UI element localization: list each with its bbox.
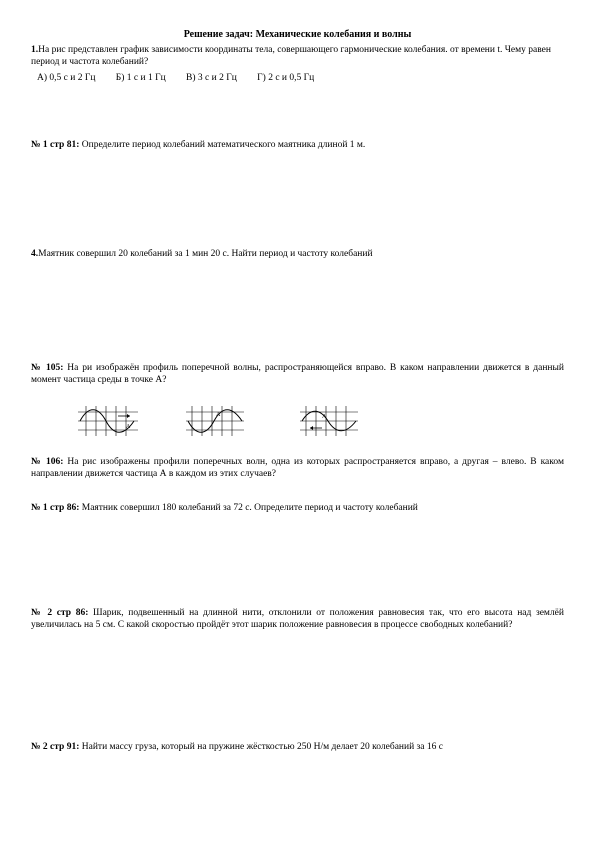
question-5 (31, 456, 564, 480)
option-a: А) 0,5 с и 2 Гц (37, 73, 96, 83)
question-6 (31, 502, 564, 514)
question-3-text: Маятник совершил 20 колебаний за 1 мин 20 с. Найти период и частоту колебаний (38, 249, 373, 259)
question-2 (31, 139, 564, 151)
question-1-options (37, 72, 332, 84)
svg-text:A: A (322, 414, 327, 420)
question-6-number: № 1 стр 86: (31, 503, 80, 513)
question-2-number: № 1 стр 81: (31, 140, 80, 150)
wave-profile-figure-1 (78, 404, 138, 438)
question-1 (31, 44, 564, 68)
question-7 (31, 607, 564, 631)
question-2-text: Определите период колебаний математического маятника длиной 1 м. (79, 140, 366, 150)
question-6-text: Маятник совершил 180 колебаний за 72 с. Определите период и частоту колебаний (79, 503, 418, 513)
question-3-number: 4. (31, 249, 39, 259)
wave-profile-figure-2 (186, 404, 244, 438)
question-7-number: № 2 стр 86: (31, 608, 89, 618)
wave-profile-figure-3 (300, 404, 358, 438)
option-d: Г) 2 с и 0,5 Гц (257, 73, 315, 83)
question-1-text: На рис представлен график зависимости координаты тела, совершающего гармонические колебания. от времени t. Чему равен период и частота колебаний? (31, 45, 551, 67)
question-1-number: 1. (31, 45, 39, 55)
question-8-number: № 2 стр 91: (31, 742, 80, 752)
question-5-text: На рис изображены профили поперечных волн, одна из которых распространяется вправо, а другая – влево. В каком направлении движется частица А в каждом из этих случаев? (31, 457, 564, 479)
question-4-text: На ри изображён профиль поперечной волны, распространяющейся вправо. В каком направлении движется в данный момент частица среды в точке А? (31, 363, 564, 385)
svg-text:A: A (216, 412, 221, 418)
question-8-text: Найти массу груза, который на пружине жёсткостью 250 Н/м делает 20 колебаний за 16 с (79, 742, 443, 752)
question-4 (31, 362, 564, 386)
svg-text:A: A (126, 424, 131, 430)
question-3 (31, 248, 564, 260)
question-8 (31, 741, 564, 753)
page-title: Решение задач: Механические колебания и волны (183, 29, 412, 40)
option-b: Б) 1 с и 1 Гц (115, 73, 166, 83)
question-7-text: Шарик, подвешенный на длинной нити, отклонили от положения равновесия так, что его высота над землёй увеличилась на 5 см. С какой скоростью пройдёт этот шарик положение равновесия в процессе свободных колебаний? (31, 608, 564, 630)
question-4-number: № 105: (31, 363, 64, 373)
option-c: В) 3 с и 2 Гц (186, 73, 237, 83)
question-5-number: № 106: (31, 457, 64, 467)
